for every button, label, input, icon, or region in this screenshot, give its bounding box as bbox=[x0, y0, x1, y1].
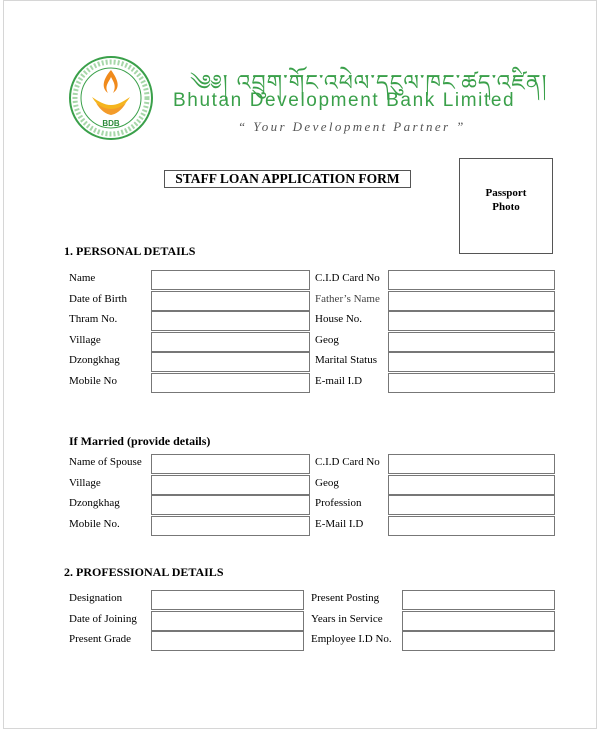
village-field[interactable] bbox=[151, 475, 310, 495]
field-label: Dzongkhag bbox=[69, 354, 120, 367]
c-i-d-card-no-field[interactable] bbox=[388, 270, 555, 290]
designation-field[interactable] bbox=[151, 590, 304, 610]
section-heading-married: If Married (provide details) bbox=[69, 434, 211, 448]
mobile-no-field[interactable] bbox=[151, 373, 310, 393]
bdb-seal-logo bbox=[68, 55, 154, 141]
village-field[interactable] bbox=[151, 332, 310, 352]
photo-box-label: Passport bbox=[485, 187, 527, 199]
field-label: Profession bbox=[315, 497, 362, 510]
field-label: Name bbox=[69, 272, 96, 284]
field-label: Designation bbox=[69, 592, 123, 604]
field-label: Date of Birth bbox=[69, 292, 128, 305]
present-posting-field[interactable] bbox=[402, 590, 555, 610]
photo-box-label: Photo bbox=[492, 201, 520, 213]
field-label: Mobile No bbox=[69, 375, 117, 387]
field-label: Dzongkhag bbox=[69, 497, 120, 510]
profession-field[interactable] bbox=[388, 495, 555, 515]
field-label: Village bbox=[69, 476, 101, 489]
field-label: E-mail I.D bbox=[315, 375, 363, 387]
field-label: Present Grade bbox=[69, 633, 132, 646]
logo-text: BDB bbox=[102, 119, 120, 128]
dzongkha-bank-name: ༄༅། འབྲུག་གོང་འཕེལ་དངུལ་ཁང་ཚད་འཛིན། bbox=[190, 71, 548, 96]
field-label: Marital Status bbox=[315, 354, 378, 367]
name-of-spouse-field[interactable] bbox=[151, 454, 310, 474]
field-label: Geog bbox=[315, 333, 339, 346]
date-of-birth-field[interactable] bbox=[151, 291, 310, 311]
field-label: Present Posting bbox=[311, 592, 380, 604]
house-no-field[interactable] bbox=[388, 311, 555, 331]
bank-name: Bhutan Development Bank Limited bbox=[173, 90, 516, 111]
field-label: Village bbox=[69, 333, 101, 346]
form-title: STAFF LOAN APPLICATION FORM bbox=[164, 170, 411, 188]
field-label: Date of Joining bbox=[69, 612, 137, 625]
date-of-joining-field[interactable] bbox=[151, 611, 304, 631]
e-mail-i-d-field[interactable] bbox=[388, 373, 555, 393]
field-label: Thram No. bbox=[69, 313, 118, 326]
passport-photo-box[interactable] bbox=[459, 158, 553, 254]
geog-field[interactable] bbox=[388, 475, 555, 495]
employee-i-d-no-field[interactable] bbox=[402, 631, 555, 651]
field-label: Name of Spouse bbox=[69, 456, 142, 468]
dzongkhag-field[interactable] bbox=[151, 352, 310, 372]
field-label: Father’s Name bbox=[315, 292, 380, 305]
bank-tagline: “ Your Development Partner ” bbox=[238, 119, 466, 134]
e-mail-i-d-field[interactable] bbox=[388, 516, 555, 536]
field-label: E-Mail I.D bbox=[315, 517, 364, 530]
field-label: Employee I.D No. bbox=[311, 633, 392, 646]
section-heading-personal: 1. PERSONAL DETAILS bbox=[64, 244, 196, 258]
field-label: Geog bbox=[315, 476, 339, 489]
marital-status-field[interactable] bbox=[388, 352, 555, 372]
field-label: C.I.D Card No bbox=[315, 456, 380, 468]
dzongkhag-field[interactable] bbox=[151, 495, 310, 515]
field-label: Years in Service bbox=[311, 612, 383, 625]
geog-field[interactable] bbox=[388, 332, 555, 352]
section-heading-professional: 2. PROFESSIONAL DETAILS bbox=[64, 565, 224, 579]
mobile-no-field[interactable] bbox=[151, 516, 310, 536]
name-field[interactable] bbox=[151, 270, 310, 290]
years-in-service-field[interactable] bbox=[402, 611, 555, 631]
field-label: Mobile No. bbox=[69, 517, 120, 530]
field-label: C.I.D Card No bbox=[315, 272, 380, 284]
thram-no-field[interactable] bbox=[151, 311, 310, 331]
present-grade-field[interactable] bbox=[151, 631, 304, 651]
father-s-name-field[interactable] bbox=[388, 291, 555, 311]
c-i-d-card-no-field[interactable] bbox=[388, 454, 555, 474]
field-label: House No. bbox=[315, 313, 363, 326]
